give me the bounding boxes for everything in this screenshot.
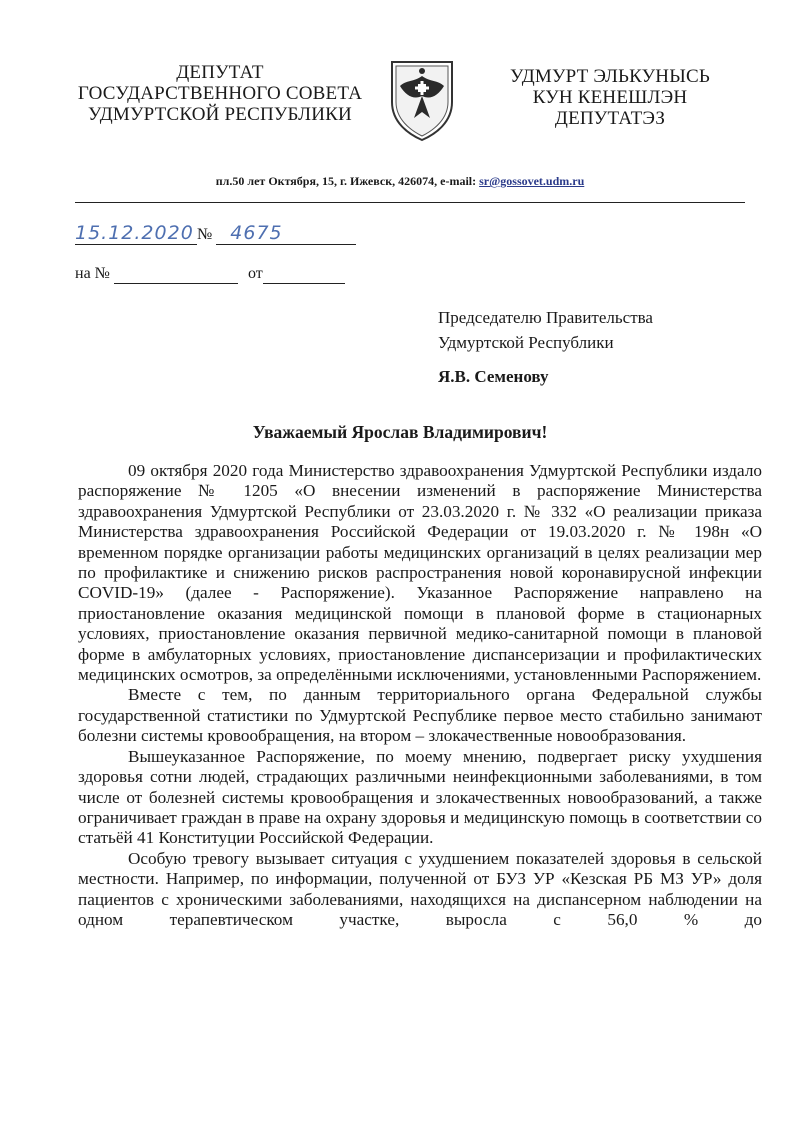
letter-body xyxy=(78,461,762,930)
address-line xyxy=(0,174,800,189)
header-divider xyxy=(75,202,745,203)
reply-number-blank xyxy=(114,265,238,284)
addressee-line: Удмуртской Республики xyxy=(438,333,614,352)
header-left-line: УДМУРТСКОЙ РЕСПУБЛИКИ xyxy=(88,104,352,125)
reply-date-label: от xyxy=(247,265,263,282)
addressee-name: Я.В. Семенову xyxy=(438,367,549,386)
registration-date-field xyxy=(75,222,197,245)
paragraph: Вместе с тем, по данным территориального органа Федеральной службы государственной статистики по Удмуртской Республике первое место стабильно занимают болезни системы кровообращения, на втором – злокачественные новообразования. xyxy=(78,685,762,746)
email-link[interactable]: sr@gossovet.udm.ru xyxy=(479,174,585,188)
registration-date: 15.12.2020 xyxy=(75,222,194,244)
paragraph: Особую тревогу вызывает ситуация с ухудшением показателей здоровья в сельской местности. Например, по информации, полученной от БУЗ УР «Кезская РБ МЗ УР» доля пациентов с хроническими заболеваниями, находящихся на диспансерном наблюдении на одном терапевтическом участке, выросла с 56,0 % до xyxy=(78,848,762,929)
header-left xyxy=(70,62,370,125)
reply-reference-row xyxy=(75,265,345,284)
address-text: пл.50 лет Октября, 15, г. Ижевск, 426074, e-mail: xyxy=(215,174,480,188)
header-right xyxy=(470,66,750,129)
salutation: Уважаемый Ярослав Владимирович! xyxy=(252,422,548,442)
number-label: № xyxy=(197,226,213,243)
addressee-line: Председателю Правительства xyxy=(438,308,653,327)
header-right-line: УДМУРТ ЭЛЬКУНЫСЬ xyxy=(510,66,710,87)
header-right-line: КУН КЕНЕШЛЭН xyxy=(532,87,688,108)
reply-date-blank xyxy=(263,265,345,284)
reply-number-label: на № xyxy=(75,265,110,282)
addressee-block xyxy=(438,305,653,389)
paragraph: Вышеуказанное Распоряжение, по моему мнению, подвергает риску ухудшения здоровья сотни людей, страдающих различными неинфекционными заболеваниями, в том числе от болезней системы кровообращения и злокачественных новообразований, а также ограничивает граждан в праве на охрану здоровья и медицинскую помощь в соответствии со статьёй 41 Конституции Российской Федерации. xyxy=(78,746,762,848)
registration-number-field xyxy=(216,222,356,245)
header-left-line: ДЕПУТАТ xyxy=(176,62,264,83)
paragraph: 09 октября 2020 года Министерство здравоохранения Удмуртской Республики издало распоряжение № 1205 «О внесении изменений в распоряжение Министерства здравоохранения Удмуртской Республики от 23.03.2020 г. № 332 «О реализации приказа Министерства здравоохранения Российской Федерации от 19.03.2020 г. № 198н «О временном порядке организации работы медицинских организаций в целях реализации мер по профилактике и снижению рисков распространения новой коронавирусной инфекции COVID-19» (далее - Распоряжение). Указанное Распоряжение направлено на приостановление оказания медицинской помощи в плановой форме в стационарных условиях, приостановление оказания первичной медико-санитарной помощи в плановой форме в амбулаторных условиях, приостановление диспансеризации и профилактических медицинских осмотров, за определёнными исключениями, установленными Распоряжением. xyxy=(78,461,762,685)
udmurt-republic-emblem-icon xyxy=(384,56,460,142)
registration-row xyxy=(75,222,355,245)
header-left-line: ГОСУДАРСТВЕННОГО СОВЕТА xyxy=(77,83,363,104)
header-right-line: ДЕПУТАТЭЗ xyxy=(554,108,666,129)
registration-number: 4675 xyxy=(230,222,283,244)
